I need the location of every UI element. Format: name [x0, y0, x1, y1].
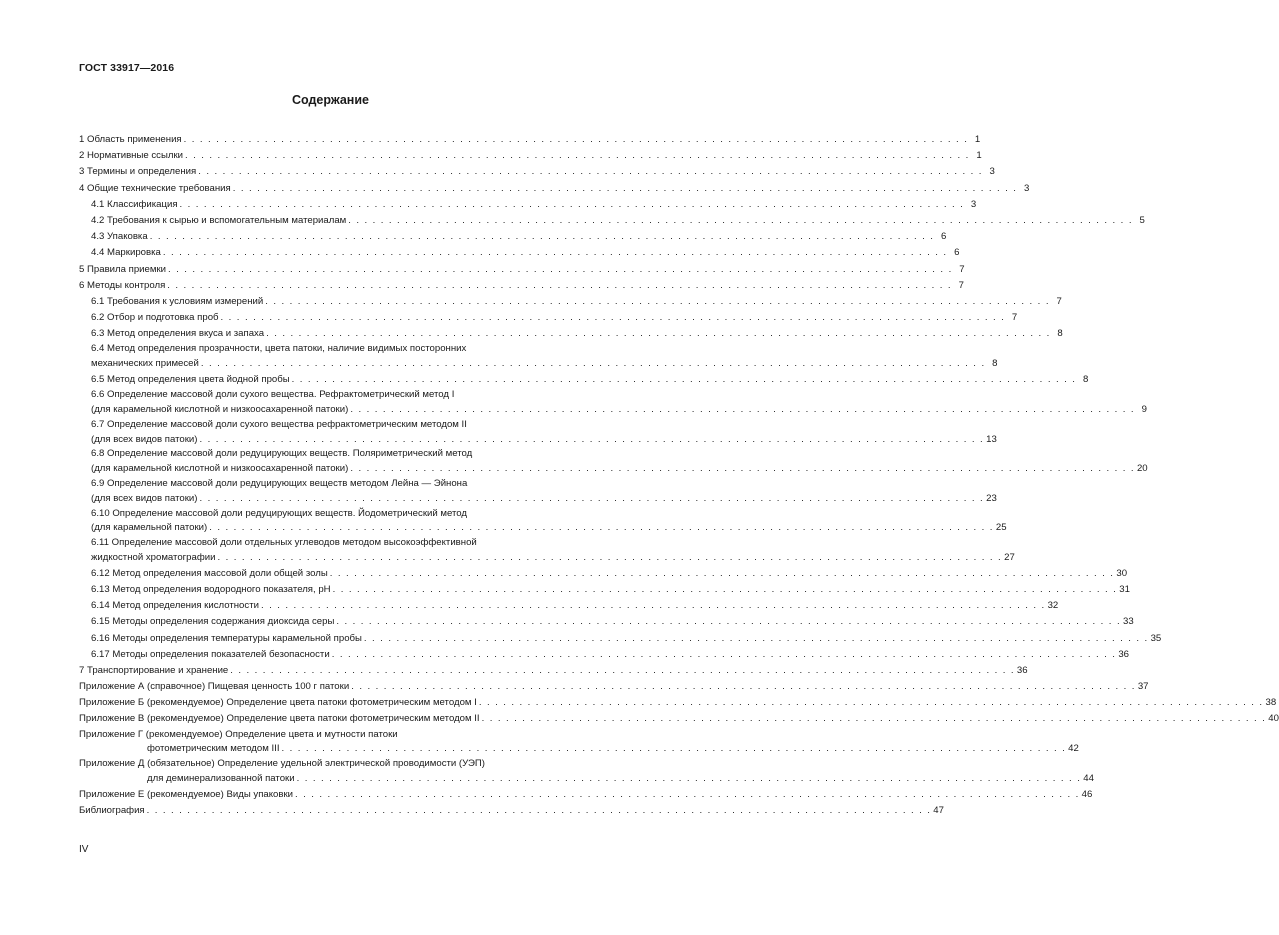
- dot-leader: . . . . . . . . . . . . . . . . . . . . . . . . . . . . . . . . . . . . . . . . . . . . . . . . . . . . . . . . . . . . . . . . . . . . . . . . . . . . . . . . . . . . . . . . . . . . . . . . .: [149, 231, 935, 243]
- dot-leader: . . . . . . . . . . . . . . . . . . . . . . . . . . . . . . . . . . . . . . . . . . . . . . . . . . . . . . . . . . . . . . . . . . . . . . . . . . . . . . . . . . . . . . . . . . . . . . . . .: [265, 295, 1050, 307]
- toc-page-number: 5: [1139, 214, 1145, 226]
- toc-page-number: 6: [954, 247, 960, 259]
- dot-leader: . . . . . . . . . . . . . . . . . . . . . . . . . . . . . . . . . . . . . . . . . . . . . . . . . . . . . . . . . . . . . . . . . . . . . . . . . . . . . . . . . . . . . . . . . . . . . . . . .: [220, 312, 1006, 324]
- toc-entry-title: 6.16 Методы определения температуры карамельной пробы: [91, 632, 362, 644]
- toc-entry-title: 1 Область применения: [79, 134, 182, 145]
- toc-entry[interactable]: [79, 262, 965, 278]
- toc-entry[interactable]: [79, 132, 981, 148]
- dot-leader: . . . . . . . . . . . . . . . . . . . . . . . . . . . . . . . . . . . . . . . . . . . . . . . . . . . . . . . . . . . . . . . . . . . . . . . . . . . . . . . . . . . . . . . . . . . . . . . . .: [232, 182, 1018, 194]
- toc-page-number: 3: [989, 166, 995, 178]
- dot-leader: . . . . . . . . . . . . . . . . . . . . . . . . . . . . . . . . . . . . . . . . . . . . . . . . . . . . . . . . . . . . . . . . . . . . . . . . . . . . . . . . . . . . . . . . . . . . . . . . .: [348, 214, 1133, 226]
- dot-leader: . . . . . . . . . . . . . . . . . . . . . . . . . . . . . . . . . . . . . . . . . . . . . . . . . . . . . . . . . . . . . . . . . . . . . . . . . . . . . . . . . . . . . . . . . . . . . . . . .: [350, 404, 1135, 416]
- toc-entry[interactable]: [79, 598, 1059, 614]
- toc-entry[interactable]: [79, 647, 1129, 663]
- dot-leader: . . . . . . . . . . . . . . . . . . . . . . . . . . . . . . . . . . . . . . . . . . . . . . . . . . . . . . . . . . . . . . . . . . . . . . . . . . . . . . . . . . . . . . . . . . . . . . . . .: [185, 150, 970, 162]
- dot-leader: . . . . . . . . . . . . . . . . . . . . . . . . . . . . . . . . . . . . . . . . . . . . . . . . . . . . . . . . . . . . . . . . . . . . . . . . . . . . . . . . . . . . . . . . . . . . . . . . .: [478, 697, 1264, 709]
- toc-page-number: 3: [970, 198, 977, 210]
- toc-entry-title: 3 Термины и определения: [79, 166, 197, 178]
- dot-leader: . . . . . . . . . . . . . . . . . . . . . . . . . . . . . . . . . . . . . . . . . . . . . . . . . . . . . . . . . . . . . . . . . . . . . . . . . . . . . . . . . . . . . . . . . . . . . . . . .: [209, 522, 994, 534]
- dot-leader: . . . . . . . . . . . . . . . . . . . . . . . . . . . . . . . . . . . . . . . . . . . . . . . . . . . . . . . . . . . . . . . . . . . . . . . . . . . . . . . . . . . . . . . . . . . . . . . . .: [332, 583, 1118, 595]
- toc-page-number: 7: [959, 263, 965, 275]
- dot-leader: . . . . . . . . . . . . . . . . . . . . . . . . . . . . . . . . . . . . . . . . . . . . . . . . . . . . . . . . . . . . . . . . . . . . . . . . . . . . . . . . . . . . . . . . . . . . . . . . .: [336, 616, 1122, 628]
- page-number: IV: [79, 844, 89, 855]
- toc-entry-title: Приложение Г (рекомендуемое) Определение цвета и мутности патоки: [79, 728, 398, 740]
- dot-leader: . . . . . . . . . . . . . . . . . . . . . . . . . . . . . . . . . . . . . . . . . . . . . . . . . . . . . . . . . . . . . . . . . . . . . . . . . . . . . . . . . . . . . . . . . . . . . . . . .: [481, 713, 1267, 725]
- toc-page-number: 23: [986, 492, 997, 504]
- toc-entry-title: 6.8 Определение массовой доли редуцирующих веществ. Поляриметрический метод: [91, 448, 473, 460]
- dot-leader: . . . . . . . . . . . . . . . . . . . . . . . . . . . . . . . . . . . . . . . . . . . . . . . . . . . . . . . . . . . . . . . . . . . . . . . . . . . . . . . . . . . . . . . . . . . . . . . . .: [217, 551, 1003, 563]
- toc-page-number: 44: [1083, 773, 1094, 785]
- dot-leader: . . . . . . . . . . . . . . . . . . . . . . . . . . . . . . . . . . . . . . . . . . . . . . . . . . . . . . . . . . . . . . . . . . . . . . . . . . . . . . . . . . . . . . . . . . . . . . . . .: [168, 263, 953, 275]
- toc-entry[interactable]: [79, 229, 947, 245]
- toc-entry-title: 6.12 Метод определения массовой доли общей золы: [91, 567, 328, 579]
- toc-page-number: 7: [958, 279, 964, 291]
- toc-page-number: 38: [1265, 697, 1277, 709]
- toc-entry-title: 6.15 Методы определения содержания диоксида серы: [91, 616, 335, 628]
- toc-entry[interactable]: [79, 213, 1145, 229]
- toc-entry[interactable]: [79, 278, 964, 294]
- toc-entry-title: Библиография: [79, 805, 145, 817]
- toc-entry-title: 6.11 Определение массовой доли отдельных углеводов методом высокоэффективной: [91, 537, 477, 549]
- dot-leader: . . . . . . . . . . . . . . . . . . . . . . . . . . . . . . . . . . . . . . . . . . . . . . . . . . . . . . . . . . . . . . . . . . . . . . . . . . . . . . . . . . . . . . . . . . . . . . . . .: [183, 134, 969, 145]
- toc-entry[interactable]: [79, 507, 1007, 537]
- toc-entry-title-continuation: фотометрическим методом III: [147, 743, 280, 755]
- dot-leader: . . . . . . . . . . . . . . . . . . . . . . . . . . . . . . . . . . . . . . . . . . . . . . . . . . . . . . . . . . . . . . . . . . . . . . . . . . . . . . . . . . . . . . . . . . . . . . . . .: [281, 743, 1067, 755]
- toc-entry-title: 6.17 Методы определения показателей безопасности: [91, 648, 330, 660]
- document-header: ГОСТ 33917—2016: [79, 62, 175, 74]
- toc-entry[interactable]: [79, 245, 960, 261]
- toc-entry-title-continuation: (для карамельной кислотной и низкоосахаренной патоки): [91, 404, 349, 416]
- toc-entry-title: 6 Методы контроля: [79, 279, 166, 291]
- dot-leader: . . . . . . . . . . . . . . . . . . . . . . . . . . . . . . . . . . . . . . . . . . . . . . . . . . . . . . . . . . . . . . . . . . . . . . . . . . . . . . . . . . . . . . . . . . . . . . . . .: [363, 632, 1149, 644]
- toc-page-number: 9: [1141, 404, 1147, 416]
- toc-entry-title: 6.6 Определение массовой доли сухого вещества. Рефрактометрический метод I: [91, 389, 455, 401]
- dot-leader: . . . . . . . . . . . . . . . . . . . . . . . . . . . . . . . . . . . . . . . . . . . . . . . . . . . . . . . . . . . . . . . . . . . . . . . . . . . . . . . . . . . . . . . . . . . . . . . . .: [296, 773, 1082, 785]
- toc-entry-title-continuation: (для всех видов патоки): [91, 433, 198, 445]
- toc-entry-title-continuation: (для карамельной кислотной и низкоосахаренной патоки): [91, 463, 349, 475]
- toc-page-number: 30: [1116, 567, 1128, 579]
- toc-page-number: 46: [1081, 788, 1093, 800]
- toc-entry[interactable]: [79, 631, 1162, 647]
- toc-entry[interactable]: [79, 728, 1079, 758]
- toc-entry-title: 7 Транспортирование и хранение: [79, 664, 229, 676]
- dot-leader: . . . . . . . . . . . . . . . . . . . . . . . . . . . . . . . . . . . . . . . . . . . . . . . . . . . . . . . . . . . . . . . . . . . . . . . . . . . . . . . . . . . . . . . . . . . . . . . . .: [199, 492, 985, 504]
- toc-entry-title-continuation: (для карамельной патоки): [91, 522, 208, 534]
- dot-leader: . . . . . . . . . . . . . . . . . . . . . . . . . . . . . . . . . . . . . . . . . . . . . . . . . . . . . . . . . . . . . . . . . . . . . . . . . . . . . . . . . . . . . . . . . . . . . . . . .: [198, 166, 983, 178]
- toc-entry-title: 4.1 Классификация: [91, 198, 178, 210]
- toc-entry-title: 6.10 Определение массовой доли редуцирующих веществ. Йодометрический метод: [91, 507, 468, 519]
- dot-leader: . . . . . . . . . . . . . . . . . . . . . . . . . . . . . . . . . . . . . . . . . . . . . . . . . . . . . . . . . . . . . . . . . . . . . . . . . . . . . . . . . . . . . . . . . . . . . . . . .: [291, 374, 1077, 386]
- toc-entry-title-continuation: для деминерализованной патоки: [147, 773, 295, 785]
- toc-entry[interactable]: [79, 614, 1134, 630]
- toc-entry[interactable]: [79, 663, 1028, 679]
- toc-entry-title: Приложение Д (обязательное) Определение удельной электрической проводимости (УЭП): [79, 758, 485, 770]
- toc-entry[interactable]: [79, 294, 1062, 310]
- toc-page-number: 47: [933, 805, 944, 817]
- toc-page-number: 20: [1136, 463, 1148, 475]
- toc-entry[interactable]: [79, 342, 998, 372]
- toc-page-number: 13: [986, 433, 997, 445]
- toc-entry-title: 2 Нормативные ссылки: [79, 150, 184, 162]
- toc-entry-title: Приложение Б (рекомендуемое) Определение цвета патоки фотометрическим методом I: [79, 697, 477, 709]
- toc-entry[interactable]: [79, 566, 1128, 582]
- toc-page-number: 40: [1268, 713, 1279, 725]
- dot-leader: . . . . . . . . . . . . . . . . . . . . . . . . . . . . . . . . . . . . . . . . . . . . . . . . . . . . . . . . . . . . . . . . . . . . . . . . . . . . . . . . . . . . . . . . . . . . . . . . .: [179, 198, 965, 210]
- dot-leader: . . . . . . . . . . . . . . . . . . . . . . . . . . . . . . . . . . . . . . . . . . . . . . . . . . . . . . . . . . . . . . . . . . . . . . . . . . . . . . . . . . . . . . . . . . . . . . . . .: [351, 681, 1136, 693]
- toc-page-number: 3: [1024, 182, 1030, 194]
- toc-entry-title: 4 Общие технические требования: [79, 182, 231, 194]
- table-of-contents: [79, 132, 1279, 819]
- toc-entry-title: 4.4 Маркировка: [91, 247, 161, 259]
- toc-entry-title: 6.14 Метод определения кислотности: [91, 600, 259, 612]
- dot-leader: . . . . . . . . . . . . . . . . . . . . . . . . . . . . . . . . . . . . . . . . . . . . . . . . . . . . . . . . . . . . . . . . . . . . . . . . . . . . . . . . . . . . . . . . . . . . . . . . .: [200, 358, 986, 370]
- dot-leader: . . . . . . . . . . . . . . . . . . . . . . . . . . . . . . . . . . . . . . . . . . . . . . . . . . . . . . . . . . . . . . . . . . . . . . . . . . . . . . . . . . . . . . . . . . . . . . . . .: [162, 247, 948, 259]
- toc-page-number: 37: [1137, 681, 1149, 693]
- toc-entry[interactable]: [79, 372, 1089, 388]
- toc-entry-title-continuation: жидкостной хроматографии: [91, 551, 216, 563]
- toc-entry[interactable]: [79, 582, 1130, 598]
- toc-entry[interactable]: [79, 310, 1018, 326]
- toc-page-number: 7: [1056, 295, 1062, 307]
- toc-entry[interactable]: [79, 695, 1277, 711]
- toc-entry[interactable]: [79, 418, 997, 448]
- toc-page-number: 36: [1118, 648, 1129, 660]
- toc-entry[interactable]: [79, 757, 1094, 787]
- dot-leader: . . . . . . . . . . . . . . . . . . . . . . . . . . . . . . . . . . . . . . . . . . . . . . . . . . . . . . . . . . . . . . . . . . . . . . . . . . . . . . . . . . . . . . . . . . . . . . . . .: [266, 328, 1051, 340]
- toc-entry[interactable]: [79, 447, 1148, 477]
- toc-page-number: 32: [1047, 600, 1059, 612]
- dot-leader: . . . . . . . . . . . . . . . . . . . . . . . . . . . . . . . . . . . . . . . . . . . . . . . . . . . . . . . . . . . . . . . . . . . . . . . . . . . . . . . . . . . . . . . . . . . . . . . . .: [331, 648, 1117, 660]
- toc-page-number: 8: [992, 358, 998, 370]
- toc-entry[interactable]: [79, 536, 1015, 566]
- toc-entry-title: Приложение А (справочное) Пищевая ценность 100 г патоки: [79, 681, 350, 693]
- toc-entry[interactable]: [79, 711, 1279, 727]
- toc-entry[interactable]: [79, 164, 995, 180]
- toc-entry-title: 6.9 Определение массовой доли редуцирующих веществ методом Лейна — Эйнона: [91, 478, 468, 489]
- page-title: Содержание: [291, 93, 369, 107]
- toc-entry-title-continuation: (для всех видов патоки): [91, 492, 198, 504]
- dot-leader: . . . . . . . . . . . . . . . . . . . . . . . . . . . . . . . . . . . . . . . . . . . . . . . . . . . . . . . . . . . . . . . . . . . . . . . . . . . . . . . . . . . . . . . . . . . . . . . . .: [146, 805, 932, 817]
- toc-entry-title-continuation: механических примесей: [91, 358, 199, 370]
- toc-entry-title: 6.2 Отбор и подготовка проб: [91, 312, 219, 324]
- toc-entry-title: 6.5 Метод определения цвета йодной пробы: [91, 374, 290, 386]
- toc-entry-title: 6.7 Определение массовой доли сухого вещества рефрактометрическим методом II: [91, 418, 467, 430]
- toc-entry[interactable]: [79, 787, 1093, 803]
- dot-leader: . . . . . . . . . . . . . . . . . . . . . . . . . . . . . . . . . . . . . . . . . . . . . . . . . . . . . . . . . . . . . . . . . . . . . . . . . . . . . . . . . . . . . . . . . . . . . . . . .: [199, 433, 985, 445]
- toc-page-number: 8: [1057, 328, 1063, 340]
- toc-page-number: 42: [1068, 743, 1079, 755]
- toc-entry[interactable]: [79, 197, 977, 213]
- toc-entry[interactable]: [79, 477, 997, 507]
- toc-entry[interactable]: [79, 148, 982, 164]
- dot-leader: . . . . . . . . . . . . . . . . . . . . . . . . . . . . . . . . . . . . . . . . . . . . . . . . . . . . . . . . . . . . . . . . . . . . . . . . . . . . . . . . . . . . . . . . . . . . . . . . .: [295, 788, 1080, 800]
- toc-page-number: 8: [1082, 374, 1089, 386]
- toc-page-number: 33: [1123, 616, 1134, 628]
- toc-entry-title: Приложение Е (рекомендуемое) Виды упаковки: [79, 788, 294, 800]
- toc-entry-title: 6.13 Метод определения водородного показателя, pH: [91, 583, 331, 595]
- toc-entry[interactable]: [79, 388, 1147, 418]
- toc-entry[interactable]: [79, 181, 1030, 197]
- toc-page-number: 1: [976, 150, 982, 162]
- toc-page-number: 35: [1150, 632, 1162, 644]
- dot-leader: . . . . . . . . . . . . . . . . . . . . . . . . . . . . . . . . . . . . . . . . . . . . . . . . . . . . . . . . . . . . . . . . . . . . . . . . . . . . . . . . . . . . . . . . . . . . . . . . .: [329, 567, 1115, 579]
- dot-leader: . . . . . . . . . . . . . . . . . . . . . . . . . . . . . . . . . . . . . . . . . . . . . . . . . . . . . . . . . . . . . . . . . . . . . . . . . . . . . . . . . . . . . . . . . . . . . . . . .: [350, 463, 1135, 475]
- toc-entry-title: 6.4 Метод определения прозрачности, цвета патоки, наличие видимых посторонних: [91, 343, 467, 355]
- toc-page-number: 7: [1011, 312, 1018, 324]
- dot-leader: . . . . . . . . . . . . . . . . . . . . . . . . . . . . . . . . . . . . . . . . . . . . . . . . . . . . . . . . . . . . . . . . . . . . . . . . . . . . . . . . . . . . . . . . . . . . . . . . .: [230, 664, 1015, 676]
- dot-leader: . . . . . . . . . . . . . . . . . . . . . . . . . . . . . . . . . . . . . . . . . . . . . . . . . . . . . . . . . . . . . . . . . . . . . . . . . . . . . . . . . . . . . . . . . . . . . . . . .: [167, 279, 952, 291]
- toc-page-number: 25: [995, 522, 1007, 534]
- toc-entry[interactable]: [79, 326, 1063, 342]
- toc-page-number: 27: [1004, 551, 1015, 563]
- toc-entry-title: Приложение В (рекомендуемое) Определение цвета патоки фотометрическим методом II: [79, 713, 480, 725]
- toc-page-number: 36: [1016, 664, 1028, 676]
- toc-entry-title: 6.3 Метод определения вкуса и запаха: [91, 328, 265, 340]
- toc-entry[interactable]: [79, 803, 944, 819]
- toc-page-number: 31: [1119, 583, 1130, 595]
- toc-entry-title: 5 Правила приемки: [79, 263, 166, 275]
- toc-entry-title: 4.3 Упаковка: [91, 231, 148, 243]
- dot-leader: . . . . . . . . . . . . . . . . . . . . . . . . . . . . . . . . . . . . . . . . . . . . . . . . . . . . . . . . . . . . . . . . . . . . . . . . . . . . . . . . . . . . . . . . . . . . . . . . .: [260, 600, 1046, 612]
- toc-entry[interactable]: [79, 679, 1149, 695]
- toc-entry-title: 6.1 Требования к условиям измерений: [91, 295, 264, 307]
- toc-page-number: 1: [974, 134, 981, 145]
- toc-page-number: 6: [940, 231, 947, 243]
- toc-entry-title: 4.2 Требования к сырью и вспомогательным материалам: [91, 214, 347, 226]
